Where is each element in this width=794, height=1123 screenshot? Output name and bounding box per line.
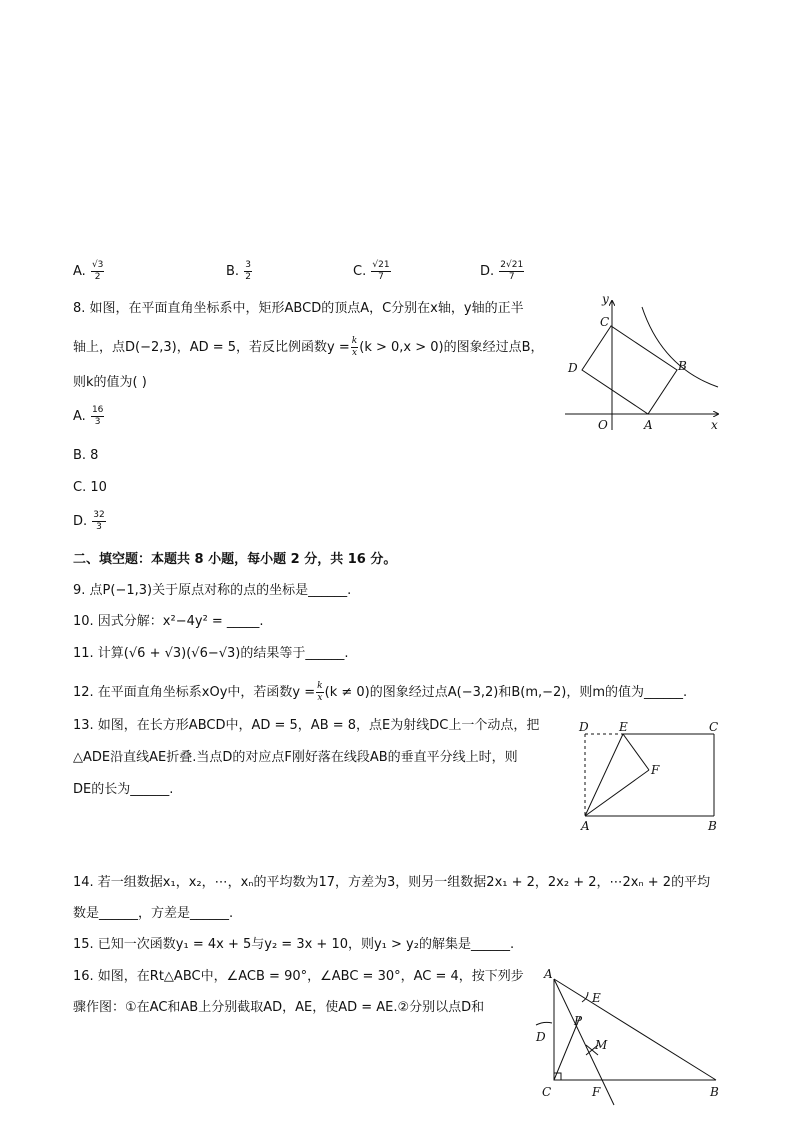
q16-figure: [530, 965, 730, 1110]
q13-label-b: B: [708, 819, 717, 833]
q16-label-p: P: [574, 1014, 583, 1028]
q8-label-a: A: [644, 418, 653, 432]
q16-label-f: F: [592, 1085, 601, 1099]
q13-figure: [575, 716, 725, 836]
q8-line3: 则k的值为( ): [73, 375, 147, 390]
q14-line1: 14. 若一组数据x₁，x₂，⋯，xₙ的平均数为17，方差为3，则另一组数据2x₁ + 2，2x₂ + 2，⋯2xₙ + 2的平均: [73, 875, 711, 890]
q13-label-a: A: [581, 819, 590, 833]
q7-option-d[interactable]: D. $\frac{2√21}{7}$: [480, 260, 524, 282]
q7-option-b[interactable]: B. $\frac{3}{2}$: [226, 260, 251, 282]
q16-arc-d: [536, 1022, 552, 1025]
q16-label-c: C: [542, 1085, 552, 1099]
q13-fold-ae: [585, 734, 623, 816]
q16-label-m: M: [595, 1038, 608, 1052]
q9: 9. 点P(−1,3)关于原点对称的点的坐标是______.: [73, 583, 352, 598]
q8-option-c[interactable]: C. 10: [73, 480, 107, 495]
q13-label-d: D: [579, 720, 589, 734]
q8-label-d: D: [568, 361, 578, 375]
q8-label-b: B: [678, 359, 687, 373]
q7-option-c[interactable]: C. $\frac{√21}{7}$: [353, 260, 390, 282]
q10: 10. 因式分解：x²−4y² = _____.: [73, 614, 264, 629]
q8-option-b[interactable]: B. 8: [73, 448, 99, 463]
q13-segment-af: [585, 770, 649, 816]
q16-label-a: A: [544, 967, 553, 981]
q8-label-x: x: [711, 418, 718, 432]
q8-label-o: O: [598, 418, 608, 432]
q14-line2: 数是______，方差是______.: [73, 906, 234, 921]
section2-heading: 二、填空题：本题共 8 小题，每小题 2 分，共 16 分。: [73, 552, 397, 567]
q13-segment-ef: [623, 734, 649, 770]
q8-line2: 轴上，点D(−2,3)，AD = 5，若反比例函数y = $\frac{k}{x}$ (k > 0,x > 0)的图象经过点B，: [73, 336, 544, 358]
q8-line1: 8. 如图，在平面直角坐标系中，矩形ABCD的顶点A，C分别在x轴，y轴的正半: [73, 301, 524, 316]
q8-label-c: C: [600, 315, 610, 329]
q16-label-d: D: [536, 1030, 546, 1044]
q8-figure: [560, 295, 730, 435]
q13-line2: △ADE沿直线AE折叠.当点D的对应点F刚好落在线段AB的垂直平分线上时，则: [73, 750, 518, 765]
q13-label-c: C: [709, 720, 719, 734]
q7-option-a[interactable]: A. $\frac{√3}{2}$: [73, 260, 104, 282]
q13-line3: DE的长为______.: [73, 782, 174, 797]
q8-option-a[interactable]: A. $\frac{16}{3}$: [73, 405, 104, 427]
q8-hyperbola: [642, 307, 718, 387]
q16-label-e: E: [592, 991, 601, 1005]
q12: 12. 在平面直角坐标系xOy中，若函数y = $\frac{k}{x}$ (k ≠ 0)的图象经过点A(−3,2)和B(m,−2)，则m的值为______.: [73, 681, 688, 703]
q8-label-y: y: [602, 295, 609, 306]
q15: 15. 已知一次函数y₁ = 4x + 5与y₂ = 3x + 10，则y₁ > y₂的解集是______.: [73, 937, 515, 952]
q16-line2: 骤作图：①在AC和AB上分别截取AD，AE，使AD = AE.②分别以点D和: [73, 1000, 485, 1015]
q8-option-d[interactable]: D. $\frac{32}{3}$: [73, 510, 105, 532]
q11: 11. 计算(√6 + √3)(√6−√3)的结果等于______.: [73, 646, 349, 661]
q13-label-e: E: [619, 720, 628, 734]
q13-label-f: F: [651, 763, 660, 777]
q13-line1: 13. 如图，在长方形ABCD中，AD = 5，AB = 8，点E为射线DC上一个动点，把: [73, 718, 540, 733]
q16-label-b: B: [710, 1085, 719, 1099]
q16-line1: 16. 如图，在Rt△ABC中，∠ACB = 90°，∠ABC = 30°，AC = 4，按下列步: [73, 969, 524, 984]
q8-rectangle-abcd: [582, 326, 677, 414]
